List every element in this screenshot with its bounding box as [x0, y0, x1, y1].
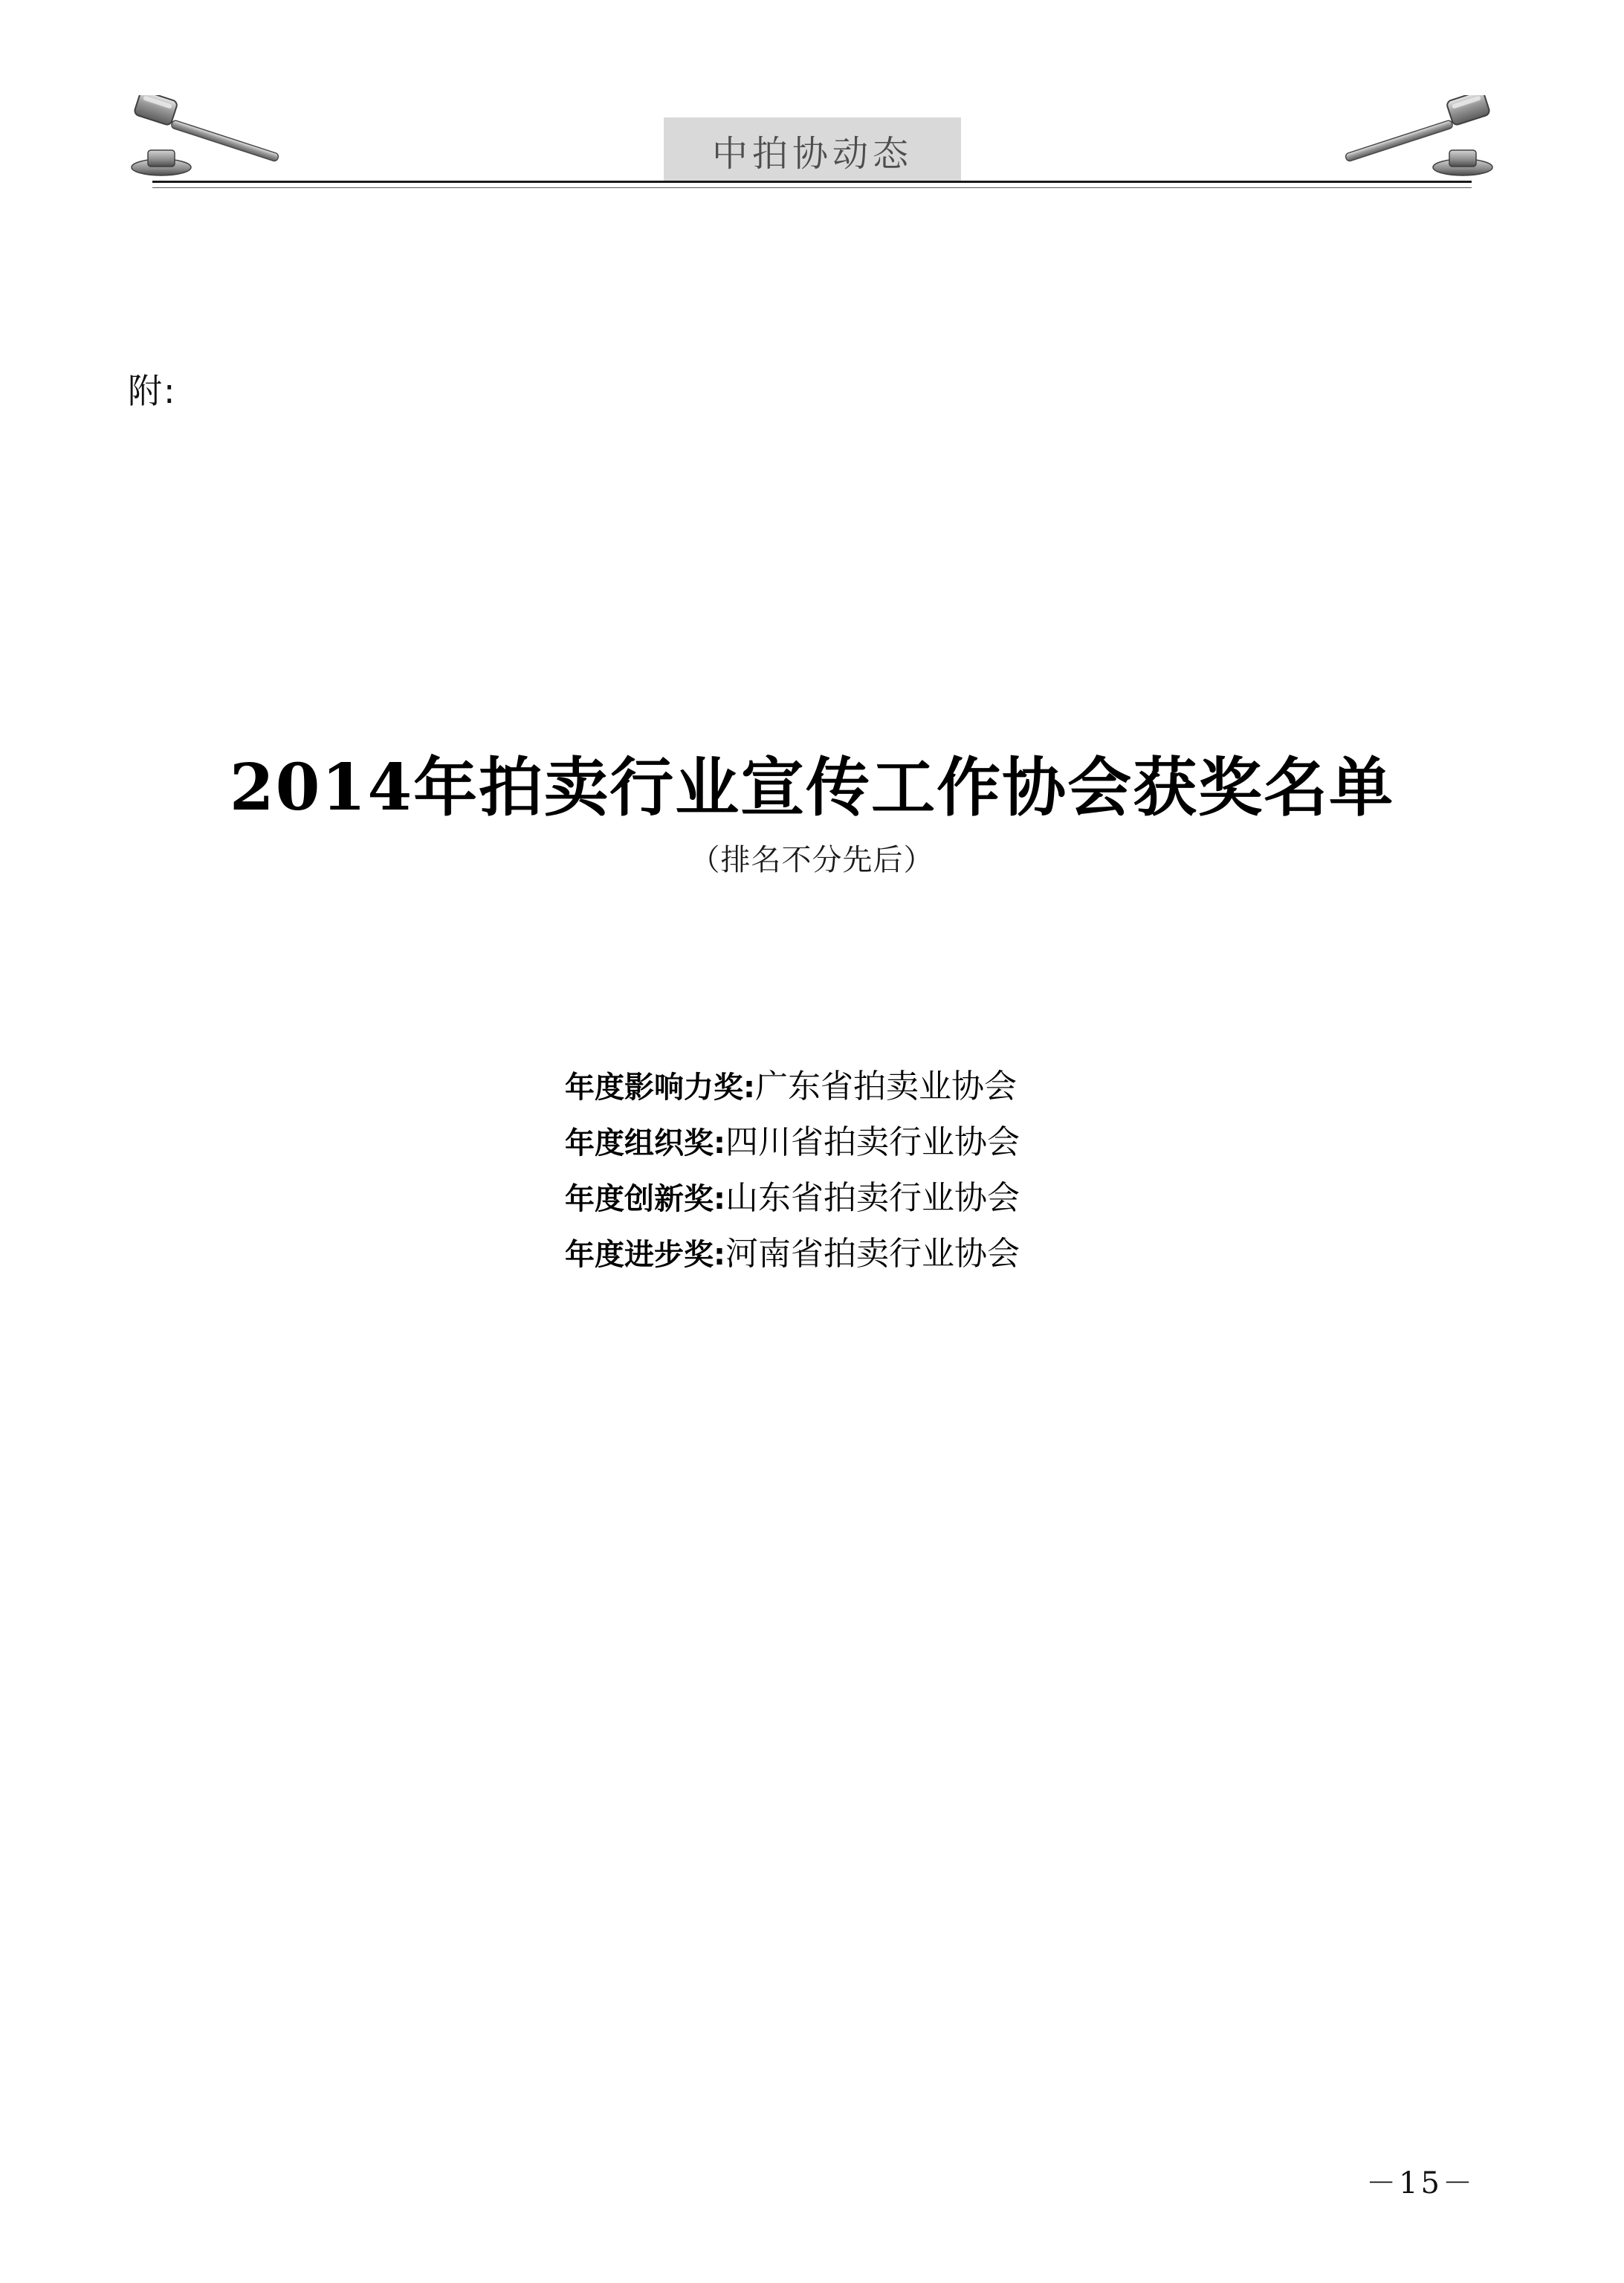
attachment-label: 附: — [128, 371, 177, 411]
gavel-icon — [1323, 95, 1494, 181]
award-separator: : — [714, 1182, 725, 1216]
award-separator: : — [743, 1071, 755, 1105]
award-list — [565, 1059, 1234, 1282]
award-value: 四川省拍卖行业协会 — [725, 1123, 1020, 1161]
header-rule-thin — [152, 187, 1472, 188]
gavel-icon — [130, 95, 301, 181]
page-header — [0, 0, 1624, 223]
list-item — [565, 1227, 1234, 1282]
award-separator: : — [714, 1238, 725, 1272]
list-item — [565, 1115, 1234, 1171]
award-label: 年度影响力奖 — [565, 1071, 743, 1105]
award-label: 年度进步奖 — [565, 1238, 714, 1272]
award-separator: : — [714, 1126, 725, 1160]
award-value: 山东省拍卖行业协会 — [725, 1179, 1020, 1217]
header-rule-thick — [152, 181, 1472, 183]
header-banner-text: 中拍协动态 — [711, 132, 913, 175]
page-title: 2014年拍卖行业宣传工作协会获奖名单 — [229, 750, 1395, 825]
page-subtitle: （排名不分先后） — [690, 843, 934, 877]
list-item — [565, 1059, 1234, 1115]
award-value: 河南省拍卖行业协会 — [725, 1235, 1020, 1273]
list-item — [565, 1171, 1234, 1227]
award-label: 年度组织奖 — [565, 1126, 714, 1160]
award-value: 广东省拍卖业协会 — [755, 1068, 1017, 1105]
header-banner — [664, 117, 961, 183]
award-label: 年度创新奖 — [565, 1182, 714, 1216]
page-number: －15－ — [1366, 2166, 1475, 2200]
